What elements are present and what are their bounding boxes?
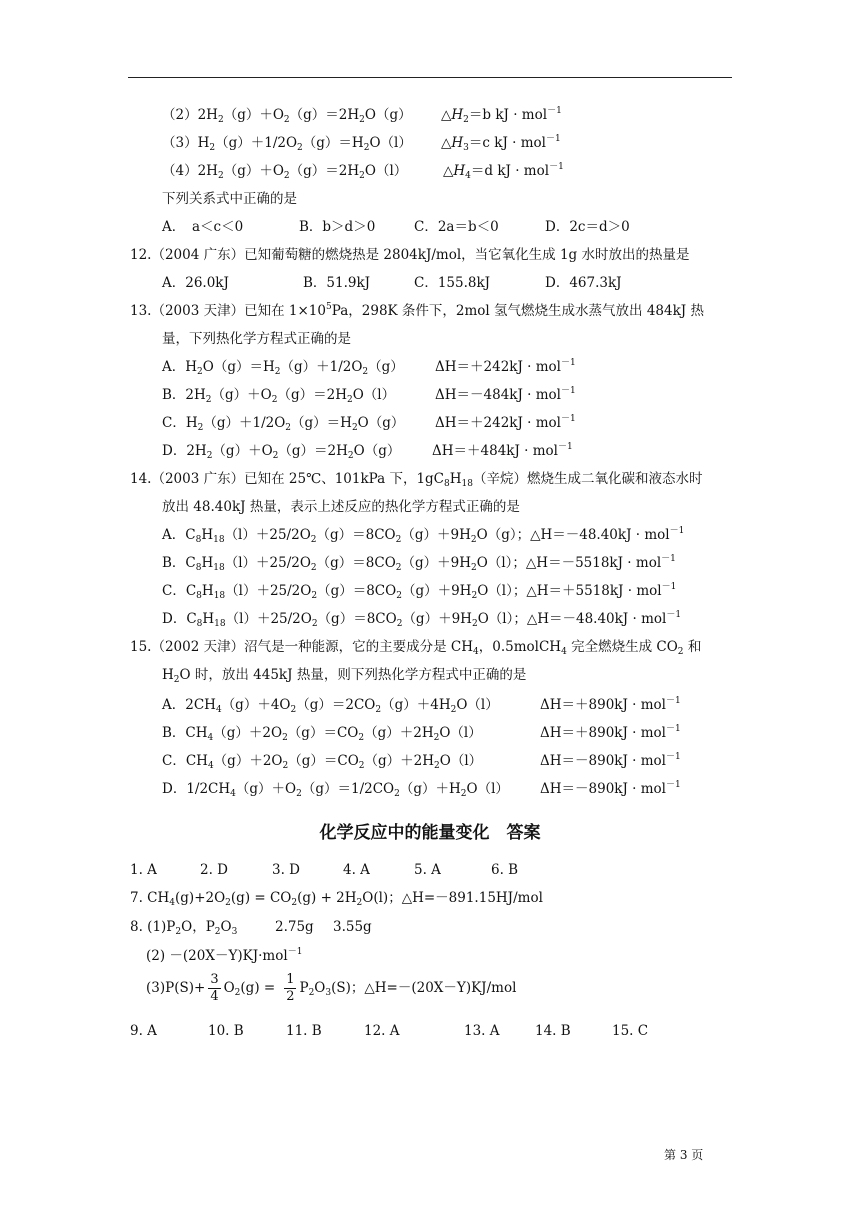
answer-9: 9. A — [130, 1023, 157, 1039]
fraction-three-quarters: $\frac{3}{4}$ — [210, 972, 219, 1004]
q11-option-a: A． a＜c＜0 — [162, 219, 244, 235]
answer-8-part2: (2) －(20X－Y)KJ·mol$^{-1}$ — [146, 947, 303, 964]
q13-option-d-dh: ΔH＝＋484kJ · mol$^{-1}$ — [432, 442, 573, 459]
header-rule — [128, 77, 732, 78]
answer-8-mass-2: 3.55g — [333, 919, 372, 935]
answer-15: 15. C — [612, 1023, 649, 1039]
answer-8-part3 — [146, 970, 516, 1006]
q15-stem-line2: $H_2O$ 时，放出 445kJ 热量，则下列热化学方程式中正确的是 — [162, 667, 527, 685]
q13-option-c: C．$H_2(g)+1/2O_2(g)=H_2O(g)$ — [162, 415, 405, 433]
equation-2: $(2)2H_2(g)+O_2(g)=2H_2O(g)$ — [162, 107, 412, 125]
delta-h-3: $\triangle H_3=c$ kJ · mol$^{-1}$ — [441, 134, 561, 153]
q13-option-b: B．$2H_2(g)+O_2(g)=2H_2O(l)$ — [162, 387, 396, 405]
q15-option-d: D．$1/2CH_4(g)+O_2(g)=1/2CO_2(g)+H_2O(l)$ — [162, 781, 509, 799]
answer-1: 1. A — [130, 862, 157, 878]
answer-13: 13. A — [464, 1023, 500, 1039]
answer-8-part3-rhs: $P_2O_3(S)$；△H=－(20X－Y)KJ/mol — [299, 980, 517, 998]
answer-2: 2. D — [200, 862, 228, 878]
q15-option-b: B．$CH_4(g)+2O_2(g)=CO_2(g)+2H_2O(l)$ — [162, 725, 482, 743]
q13-option-b-dh: ΔH＝－484kJ · mol$^{-1}$ — [435, 386, 576, 403]
answer-8-part3-lhs: (3)P(S)+ — [146, 980, 206, 996]
answer-7: 7. $CH_4(g)+2O_2(g) = CO_2(g) + 2H_2O(l)$；△H=－891.15HJ/mol — [130, 890, 543, 908]
q12-option-d: D．467.3kJ — [545, 275, 622, 291]
answer-8-part3-mid: $O_2(g)$ = — [223, 980, 276, 998]
q14-option-c: C．$C_8H_{18}(l)+25/2O_2(g)=8CO_2(g)+9H_2O(l)$；△H＝＋5518kJ · mol$^{-1}$ — [162, 582, 677, 601]
equation-4: $(4)2H_2(g)+O_2(g)=2H_2O(l)$ — [162, 163, 408, 181]
q13-stem-line2: 量，下列热化学方程式正确的是 — [162, 331, 351, 347]
answer-4: 4. A — [343, 862, 370, 878]
answers-title: 化学反应中的能量变化 答案 — [319, 823, 541, 843]
q13-stem-line1: 13.（2003 天津）已知在 $1\times 10^5Pa$，298K 条件下，2mol 氢气燃烧生成水蒸气放出 484kJ 热 — [130, 302, 704, 319]
answer-11: 11. B — [286, 1023, 322, 1039]
q15-option-d-dh: ΔH＝－890kJ · mol$^{-1}$ — [540, 780, 681, 797]
q15-stem-line1: 15.（2002 天津）沼气是一种能源，它的主要成分是 $CH_4$，0.5molCH$_4$ 完全燃烧生成 $CO_2$ 和 — [130, 639, 702, 657]
answer-6: 6. B — [491, 862, 519, 878]
q14-stem-line1: 14.（2003 广东）已知在 25℃、101kPa 下，$1gC_8H_{18}$（辛烷）燃烧生成二氧化碳和液态水时 — [130, 471, 703, 489]
q15-option-c: C．$CH_4(g)+2O_2(g)=CO_2(g)+2H_2O(l)$ — [162, 753, 483, 771]
delta-h-2: $\triangle H_2=b$ kJ · mol$^{-1}$ — [441, 106, 562, 125]
q13-option-c-dh: ΔH＝＋242kJ · mol$^{-1}$ — [435, 414, 576, 431]
page-number: 第 3 页 — [664, 1148, 704, 1162]
q11-option-d: D．2c＝d＞0 — [545, 219, 630, 235]
q13-option-a: A．$H_2O(g)=H_2(g)+1/2O_2(g)$ — [162, 359, 404, 377]
answer-10: 10. B — [208, 1023, 244, 1039]
q12-option-b: B．51.9kJ — [303, 275, 371, 291]
q11-option-c: C．2a＝b＜0 — [414, 219, 499, 235]
answer-14: 14. B — [535, 1023, 571, 1039]
q14-option-a: A．$C_8H_{18}(l)+25/2O_2(g)=8CO_2(g)+9H_2O(g)$；△H＝－48.40kJ · mol$^{-1}$ — [162, 526, 685, 545]
q13-option-a-dh: ΔH＝＋242kJ · mol$^{-1}$ — [435, 358, 576, 375]
q13-option-d: D．$2H_2(g)+O_2(g)=2H_2O(g)$ — [162, 443, 401, 461]
answer-8-part1: 8. $(1)P_2O$，$P_2O_3$ — [130, 919, 238, 937]
q12-option-a: A．26.0kJ — [162, 275, 229, 291]
q11-prompt: 下列关系式中正确的是 — [162, 191, 297, 207]
delta-h-4: $\triangle H_4=d$ kJ · mol$^{-1}$ — [443, 162, 564, 181]
answer-3: 3. D — [272, 862, 300, 878]
q15-option-c-dh: ΔH＝－890kJ · mol$^{-1}$ — [540, 752, 681, 769]
answer-12: 12. A — [364, 1023, 400, 1039]
answer-5: 5. A — [414, 862, 441, 878]
q15-option-b-dh: ΔH＝＋890kJ · mol$^{-1}$ — [540, 724, 681, 741]
fraction-one-half: $\frac{1}{2}$ — [286, 972, 295, 1004]
q15-option-a-dh: ΔH＝＋890kJ · mol$^{-1}$ — [540, 696, 681, 713]
equation-3: $(3)H_2(g)+1/2O_2(g)=H_2O(l)$ — [162, 135, 412, 153]
q11-option-b: B．b＞d＞0 — [299, 219, 376, 235]
q12-option-c: C．155.8kJ — [414, 275, 491, 291]
q15-option-a: A．$2CH_4(g)+4O_2(g)=2CO_2(g)+4H_2O(l)$ — [162, 697, 499, 715]
answer-8-mass-1: 2.75g — [275, 919, 314, 935]
q14-stem-line2: 放出 48.40kJ 热量，表示上述反应的热化学方程式正确的是 — [162, 499, 520, 515]
q14-option-b: B．$C_8H_{18}(l)+25/2O_2(g)=8CO_2(g)+9H_2O(l)$；△H＝－5518kJ · mol$^{-1}$ — [162, 554, 676, 573]
q14-option-d: D．$C_8H_{18}(l)+25/2O_2(g)=8CO_2(g)+9H_2O(l)$；△H＝－48.40kJ · mol$^{-1}$ — [162, 610, 682, 629]
q12-stem: 12.（2004 广东）已知葡萄糖的燃烧热是 2804kJ/mol，当它氧化生成 1g 水时放出的热量是 — [130, 247, 690, 263]
